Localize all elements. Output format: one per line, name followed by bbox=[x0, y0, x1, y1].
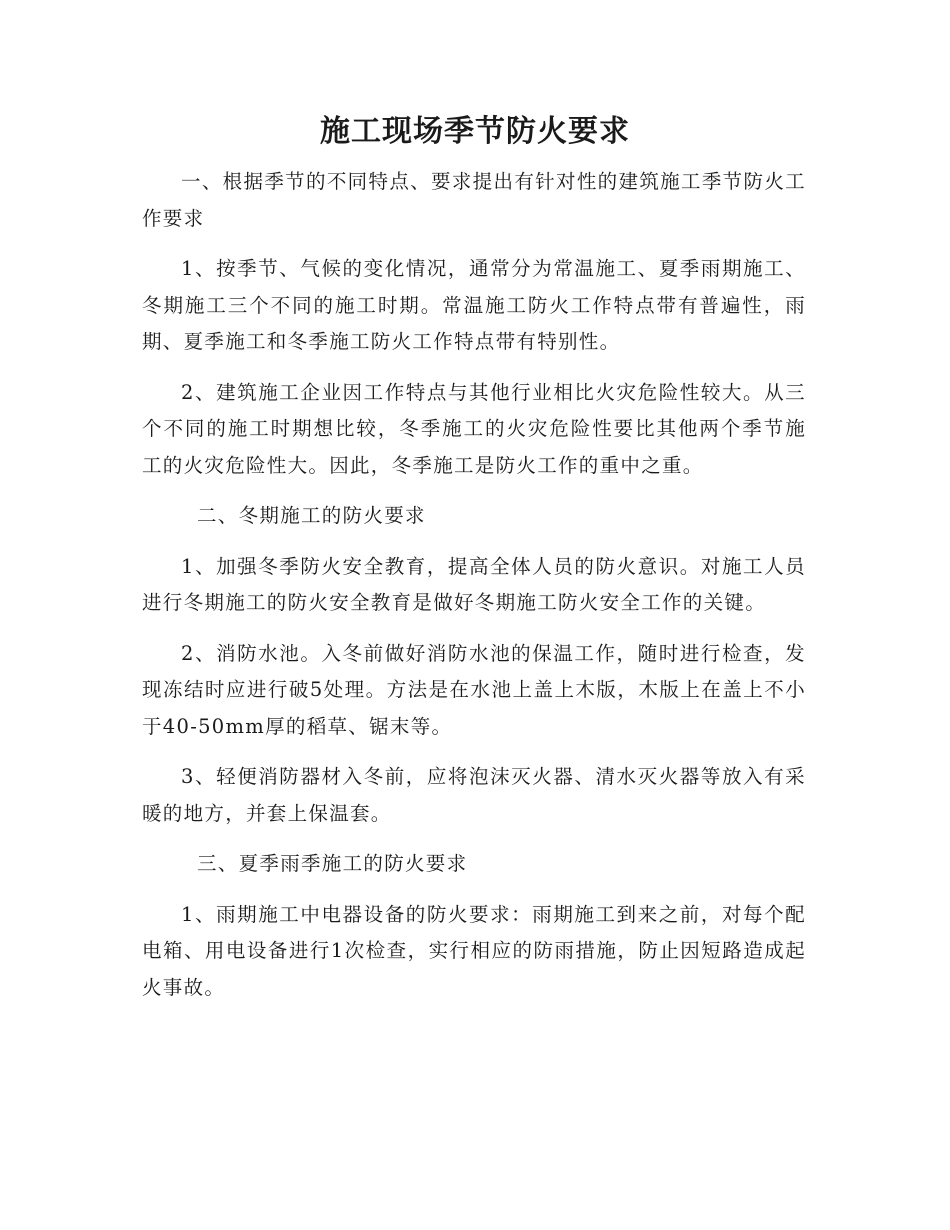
document-title: 施工现场季节防火要求 bbox=[320, 114, 630, 149]
paragraph-winter-2: 2、消防水池。入冬前做好消防水池的保温工作，随时进行检查，发现冻结时应进行破5处理。方法是在水池上盖上木版，木版上在盖上不小于40-50mm厚的稻草、锯末等。 bbox=[142, 641, 806, 738]
paragraph-summer-1: 1、雨期施工中电器设备的防火要求：雨期施工到来之前，对每个配电箱、用电设备进行1次检查，实行相应的防雨措施，防止因短路造成起火事故。 bbox=[142, 902, 806, 999]
paragraph-intro: 一、根据季节的不同特点、要求提出有针对性的建筑施工季节防火工作要求 bbox=[142, 170, 806, 230]
section-heading-winter: 二、冬期施工的防火要求 bbox=[197, 504, 426, 527]
paragraph-1-seasons: 1、按季节、气候的变化情况，通常分为常温施工、夏季雨期施工、冬期施工三个不同的施工时期。常温施工防火工作特点带有普遍性，雨期、夏季施工和冬季施工防火工作特点带有特别性。 bbox=[142, 257, 806, 353]
paragraph-winter-3: 3、轻便消防器材入冬前，应将泡沫灭火器、清水灭火器等放入有采暖的地方，并套上保温套。 bbox=[142, 765, 806, 825]
paragraph-winter-1: 1、加强冬季防火安全教育，提高全体人员的防火意识。对施工人员进行冬期施工的防火安全教育是做好冬期施工防火安全工作的关键。 bbox=[142, 554, 806, 614]
paragraph-2-risk: 2、建筑施工企业因工作特点与其他行业相比火灾危险性较大。从三个不同的施工时期想比较，冬季施工的火灾危险性要比其他两个季节施工的火灾危险性大。因此，冬季施工是防火工作的重中之重。 bbox=[142, 380, 806, 477]
document-body bbox=[142, 164, 806, 1020]
section-heading-summer: 三、夏季雨季施工的防火要求 bbox=[197, 852, 468, 875]
